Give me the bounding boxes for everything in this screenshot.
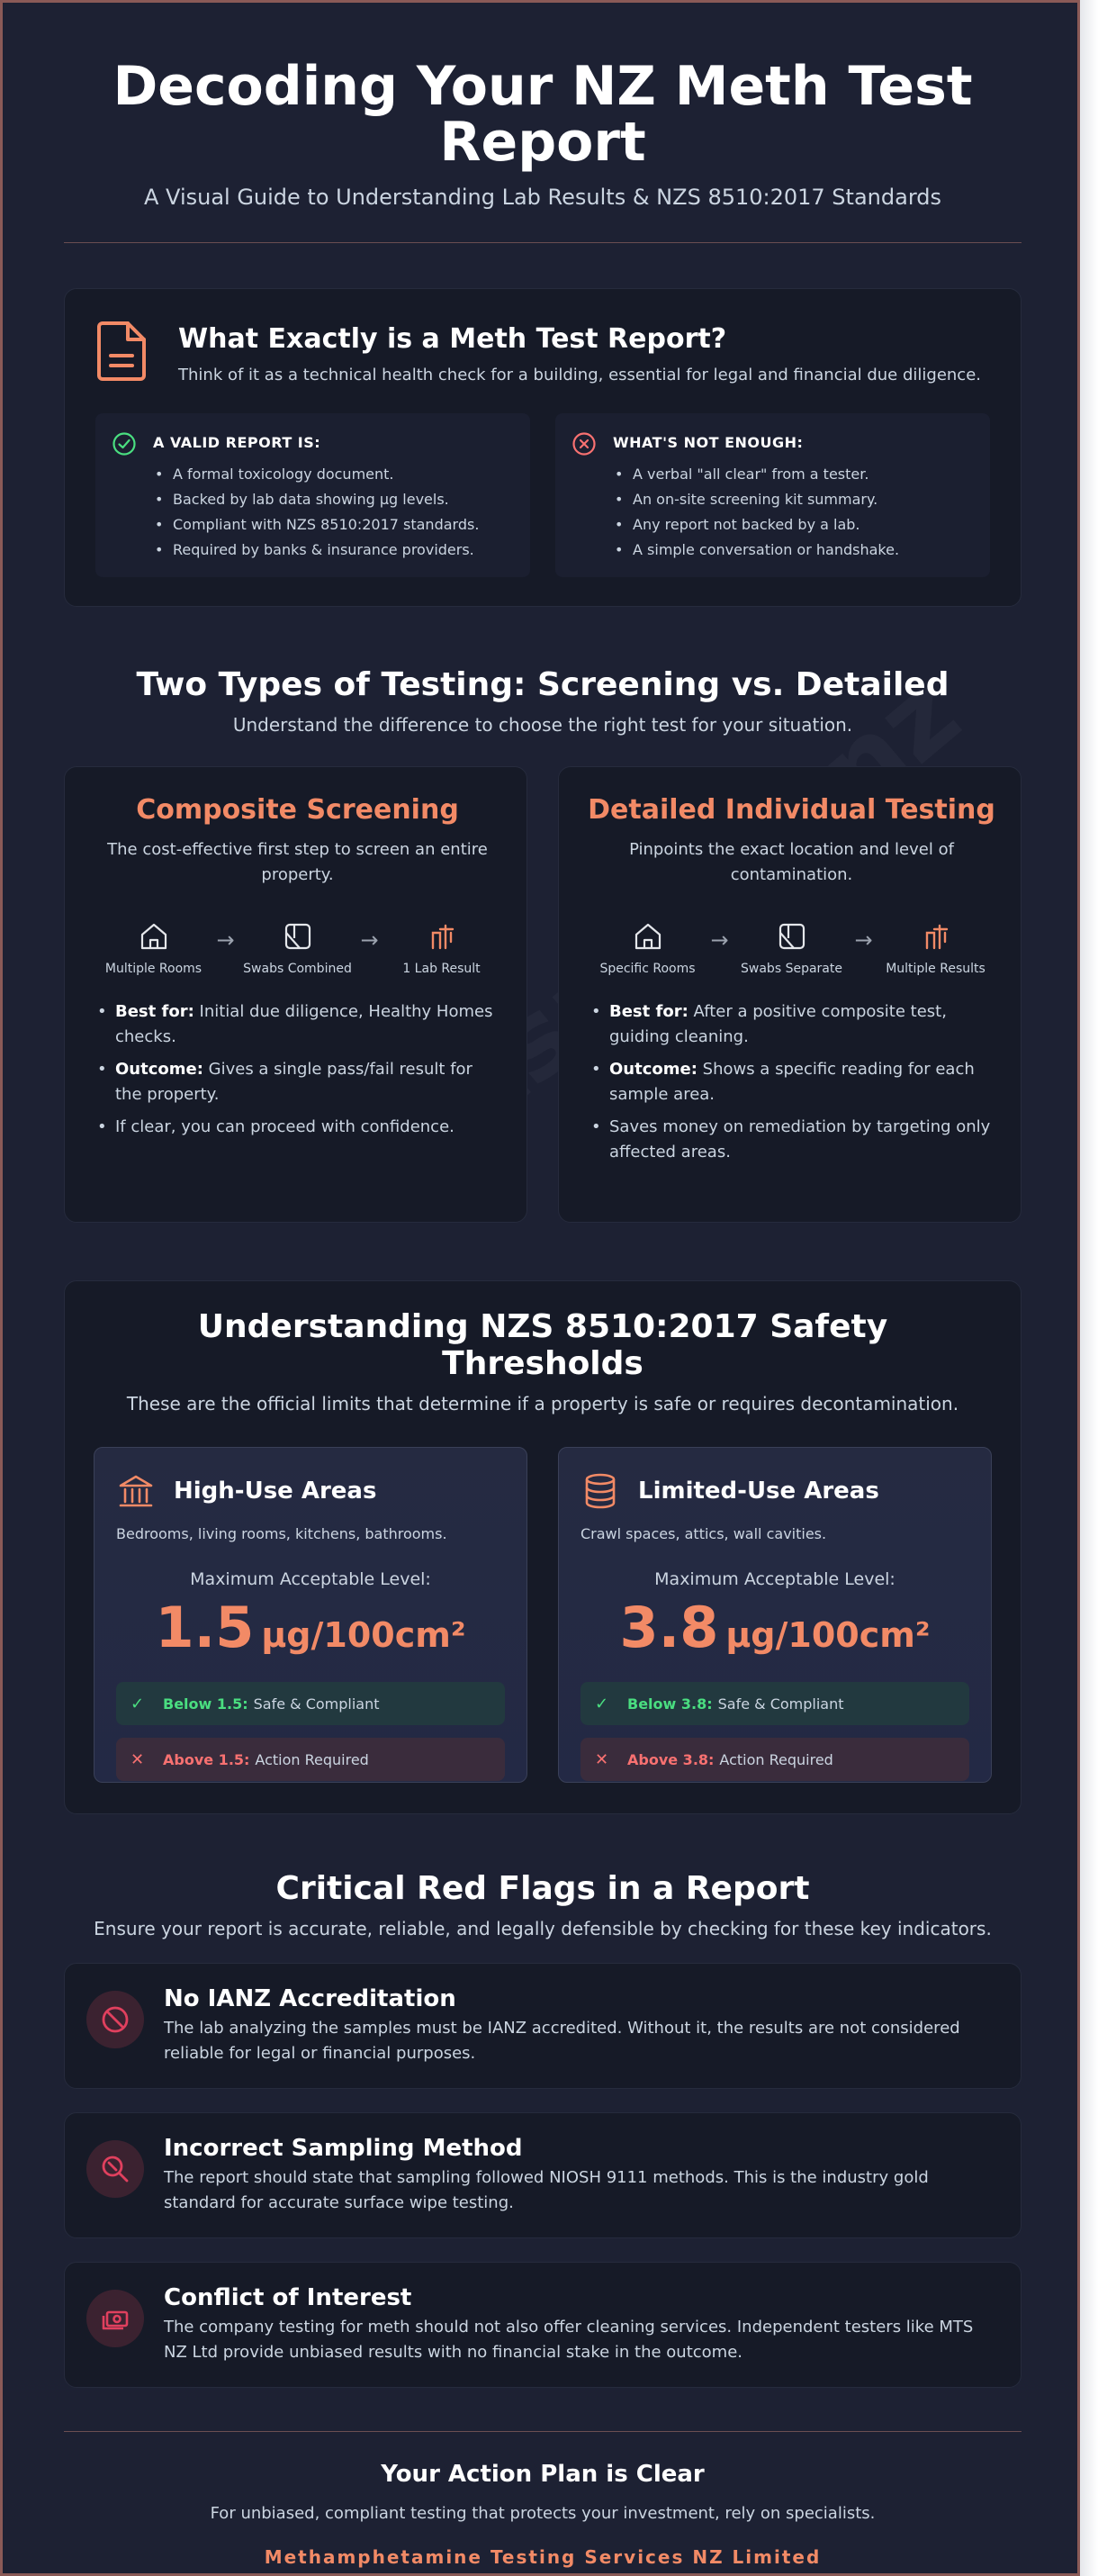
page-footer [64,2431,1022,2568]
card-description: The cost-effective first step to screen an entire property. [107,840,488,884]
list-item: • Best for: After a positive composite test, guiding cleaning. [588,999,995,1050]
max-label: Maximum Acceptable Level: [654,1569,896,1589]
lab-test-icon [920,920,952,953]
red-flag-card [64,2262,1022,2388]
testing-types-section [64,666,1022,736]
section-title: Critical Red Flags in a Report [275,1870,810,1907]
arrow-right-icon: → [710,927,729,953]
page-edge [1080,0,1098,2576]
flag-title: Incorrect Sampling Method [164,2135,523,2162]
threshold-value: 3.8 µg/100cm² [619,1595,931,1660]
header-divider [64,242,1022,243]
footer-text: For unbiased, compliant testing that protects your investment, rely on specialists. [210,2504,876,2523]
process-flow [94,920,501,976]
flag-text: The report should state that sampling followed NIOSH 9111 methods. This is the industry gold standard for accurate surface wipe testing. [164,2168,929,2212]
money-icon [100,2303,130,2334]
page-subtitle: A Visual Guide to Understanding Lab Results & NZS 8510:2017 Standards [144,185,941,210]
valid-heading: A VALID REPORT IS: [153,434,321,451]
intro-text: Think of it as a technical health check for a building, essential for legal and financial due diligence. [178,366,982,384]
ban-icon [100,2004,130,2035]
list-item: • A formal toxicology document. [153,462,479,487]
high-use-box [94,1447,527,1783]
swab-icon [776,920,808,953]
intro-title: What Exactly is a Meth Test Report? [178,323,727,355]
list-item: • Required by banks & insurance providers. [153,538,479,563]
flag-title: No IANZ Accreditation [164,1985,456,2012]
red-flags-section [64,1870,1022,1939]
list-item: • If clear, you can proceed with confidence. [94,1115,501,1140]
red-flag-card [64,1963,1022,2089]
area-name: Limited-Use Areas [638,1478,879,1505]
list-item: • A verbal "all clear" from a tester. [613,462,899,487]
limited-use-box [558,1447,992,1783]
flag-text: The company testing for meth should not also offer cleaning services. Independent testers like MTS NZ Ltd provide unbiased results with no financial stake in the outcome. [164,2318,974,2362]
flow-label: Multiple Rooms [104,962,202,976]
section-title: Two Types of Testing: Screening vs. Detailed [136,666,950,703]
list-item: • A simple conversation or handshake. [613,538,899,563]
flow-label: Multiple Results [886,962,986,976]
section-subtitle: Understand the difference to choose the right test for your situation. [232,714,853,736]
list-item: • Outcome: Gives a single pass/fail result for the property. [94,1057,501,1107]
lab-test-icon [426,920,458,953]
not-enough-heading: WHAT'S NOT ENOUGH: [613,434,804,451]
list-item: • Saves money on remediation by targeting only affected areas. [588,1115,995,1165]
list-item: • Best for: Initial due diligence, Healthy Homes checks. [94,999,501,1050]
list-item: • Compliant with NZS 8510:2017 standards. [153,512,479,538]
composite-screening-card [64,766,527,1223]
close-icon: ✕ [130,1749,145,1769]
page-title: Decoding Your NZ Meth Test Report [112,55,973,174]
area-rooms: Crawl spaces, attics, wall cavities. [580,1525,827,1542]
area-name: High-Use Areas [174,1478,377,1505]
safe-status: ✓ Below 1.5: Safe & Compliant [116,1682,505,1725]
check-circle-icon [112,431,137,456]
card-title: Composite Screening [136,794,459,826]
close-icon: ✕ [595,1749,609,1769]
flag-title: Conflict of Interest [164,2284,412,2311]
flow-label: Swabs Combined [243,962,352,976]
database-icon [580,1471,620,1511]
section-subtitle: Ensure your report is accurate, reliable, and legally defensible by checking for these key indicators. [94,1918,992,1939]
thresholds-card [64,1280,1022,1814]
list-item: • Backed by lab data showing µg levels. [153,487,479,512]
list-item: • Any report not backed by a lab. [613,512,899,538]
action-status: ✕ Above 3.8: Action Required [580,1738,969,1781]
flow-label: 1 Lab Result [402,962,481,976]
list-item: • An on-site screening kit summary. [613,487,899,512]
home-icon [138,920,170,953]
max-label: Maximum Acceptable Level: [190,1569,431,1589]
flow-label: Specific Rooms [599,962,696,976]
valid-report-box [95,413,530,577]
x-circle-icon [572,431,597,456]
action-status: ✕ Above 1.5: Action Required [116,1738,505,1781]
home-icon [632,920,664,953]
footer-title: Your Action Plan is Clear [381,2461,705,2488]
arrow-right-icon: → [360,927,379,953]
card-title: Detailed Individual Testing [588,794,995,826]
area-rooms: Bedrooms, living rooms, kitchens, bathrooms. [116,1525,447,1542]
search-icon [100,2154,130,2184]
process-flow [588,920,995,976]
arrow-right-icon: → [216,927,235,953]
building-icon [116,1471,156,1511]
card-description: Pinpoints the exact location and level of contamination. [629,840,954,884]
content [64,3,1022,2568]
not-enough-box [555,413,990,577]
threshold-value: 1.5 µg/100cm² [155,1595,466,1660]
check-icon: ✓ [595,1694,609,1713]
section-title: Understanding NZS 8510:2017 Safety Thresholds [197,1308,888,1382]
company-name: Methamphetamine Testing Services NZ Limited [264,2546,822,2568]
detailed-testing-card [558,766,1022,1223]
intro-card [64,288,1022,607]
section-subtitle: These are the official limits that determine if a property is safe or requires decontamination. [126,1393,959,1415]
check-icon: ✓ [130,1694,145,1713]
list-item: • Outcome: Shows a specific reading for each sample area. [588,1057,995,1107]
document-icon [95,320,148,383]
flow-label: Swabs Separate [741,962,842,976]
safe-status: ✓ Below 3.8: Safe & Compliant [580,1682,969,1725]
flag-text: The lab analyzing the samples must be IANZ accredited. Without it, the results are not considered reliable for legal or financial purposes. [164,2019,960,2063]
page-header [64,3,1022,243]
arrow-right-icon: → [854,927,873,953]
swab-icon [282,920,314,953]
red-flag-card [64,2112,1022,2238]
